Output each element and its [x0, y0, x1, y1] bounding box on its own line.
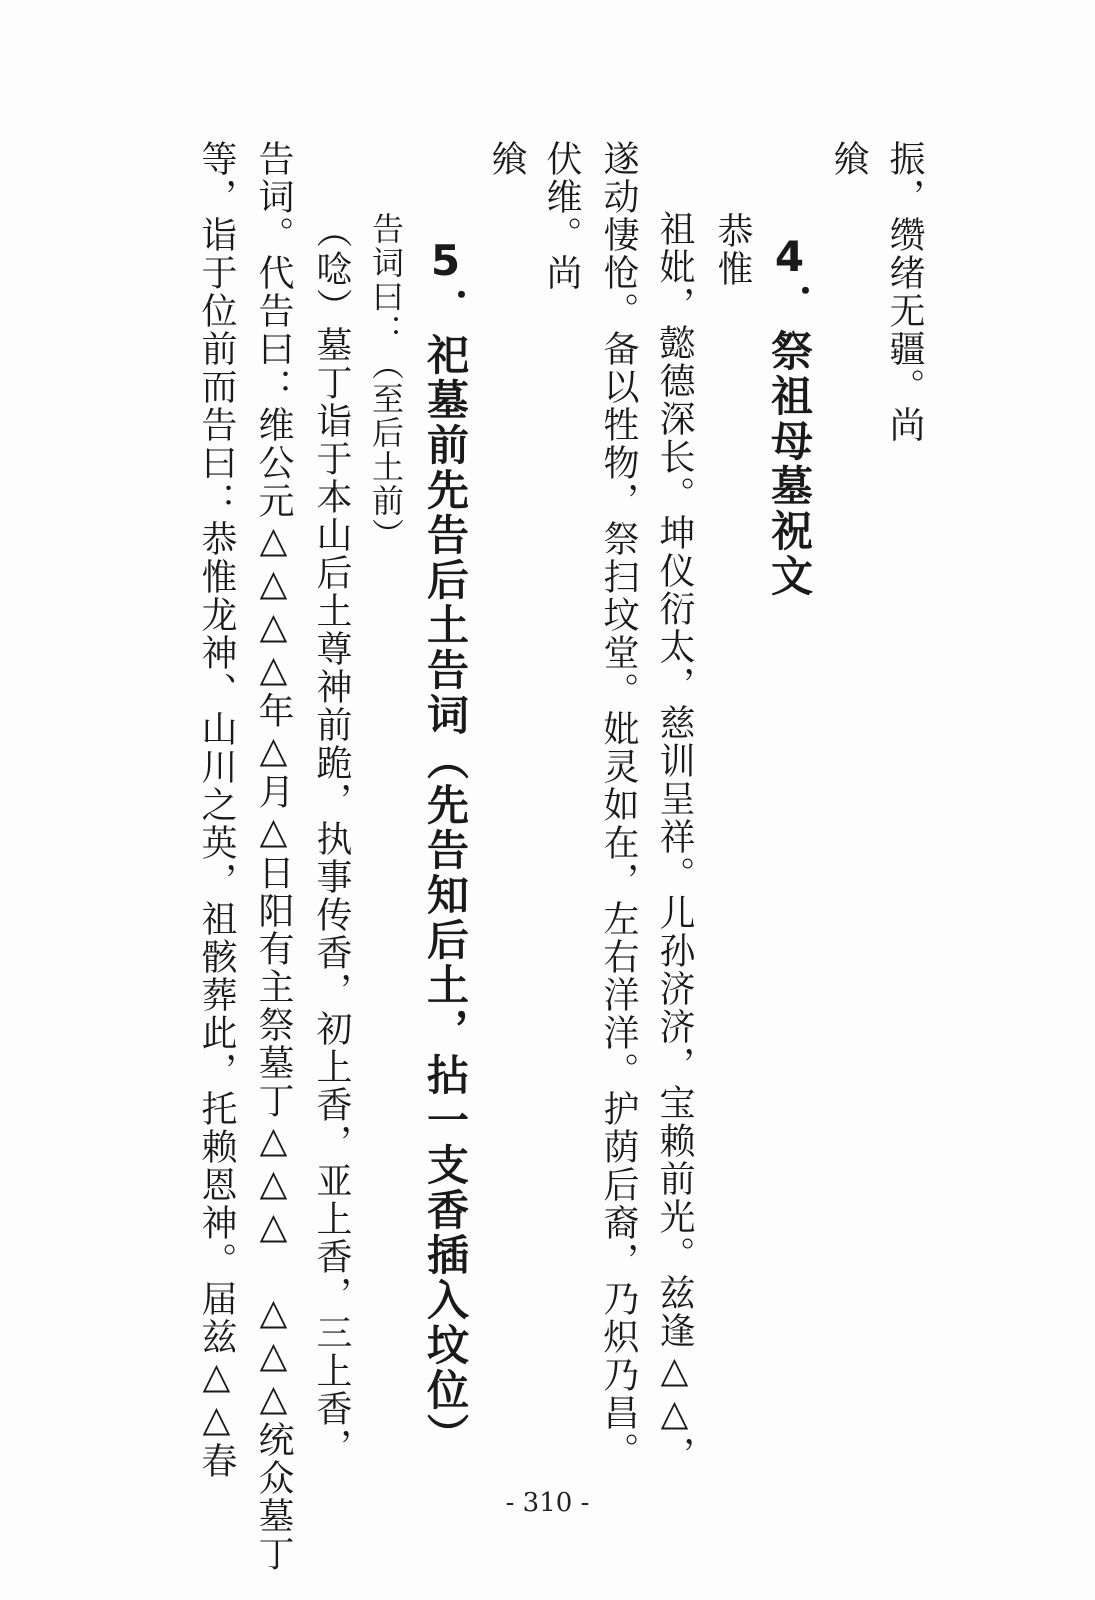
text-column-7: 伏维。尚	[541, 140, 582, 292]
text-column-8: 飨	[486, 140, 527, 178]
text-column-1: 振，缵绪无疆。尚	[884, 140, 925, 444]
text-column-5: 祖妣，懿德深长。坤仪衍太，慈训呈祥。儿孙济济，宝赖前光。兹逢△△，	[654, 210, 695, 1474]
page-number: - 310 -	[505, 1488, 590, 1518]
text-column-6: 遂动悽怆。备以牲物，祭扫坟堂。妣灵如在，左右洋洋。护荫后裔，乃炽乃昌。	[598, 140, 639, 1470]
text-column-13: 等，诣于位前而告曰：恭惟龙神、山川之英，祖骸葬此，托赖恩神。届兹△△春	[196, 140, 237, 1480]
text-column-11: （唸）墓丁诣于本山后土尊神前跪，执事传香，初上香，亚上香，三上香，	[311, 212, 352, 1466]
text-column-12: 告词。代告曰：维公元△△△△年△月△日阳有主祭墓丁△△△ △△△统众墓丁	[253, 140, 294, 1573]
text-column-4: 恭惟	[712, 212, 753, 288]
section-heading-4: 4．祭祖母墓祝文	[765, 232, 814, 599]
text-column-10: 告词曰：（至后土前）	[367, 212, 405, 552]
section-heading-5: 5．祀墓前先告后土告词（先告知后土，拈一支香插入坟位）	[421, 236, 470, 1458]
text-column-2: 飨	[828, 140, 869, 178]
